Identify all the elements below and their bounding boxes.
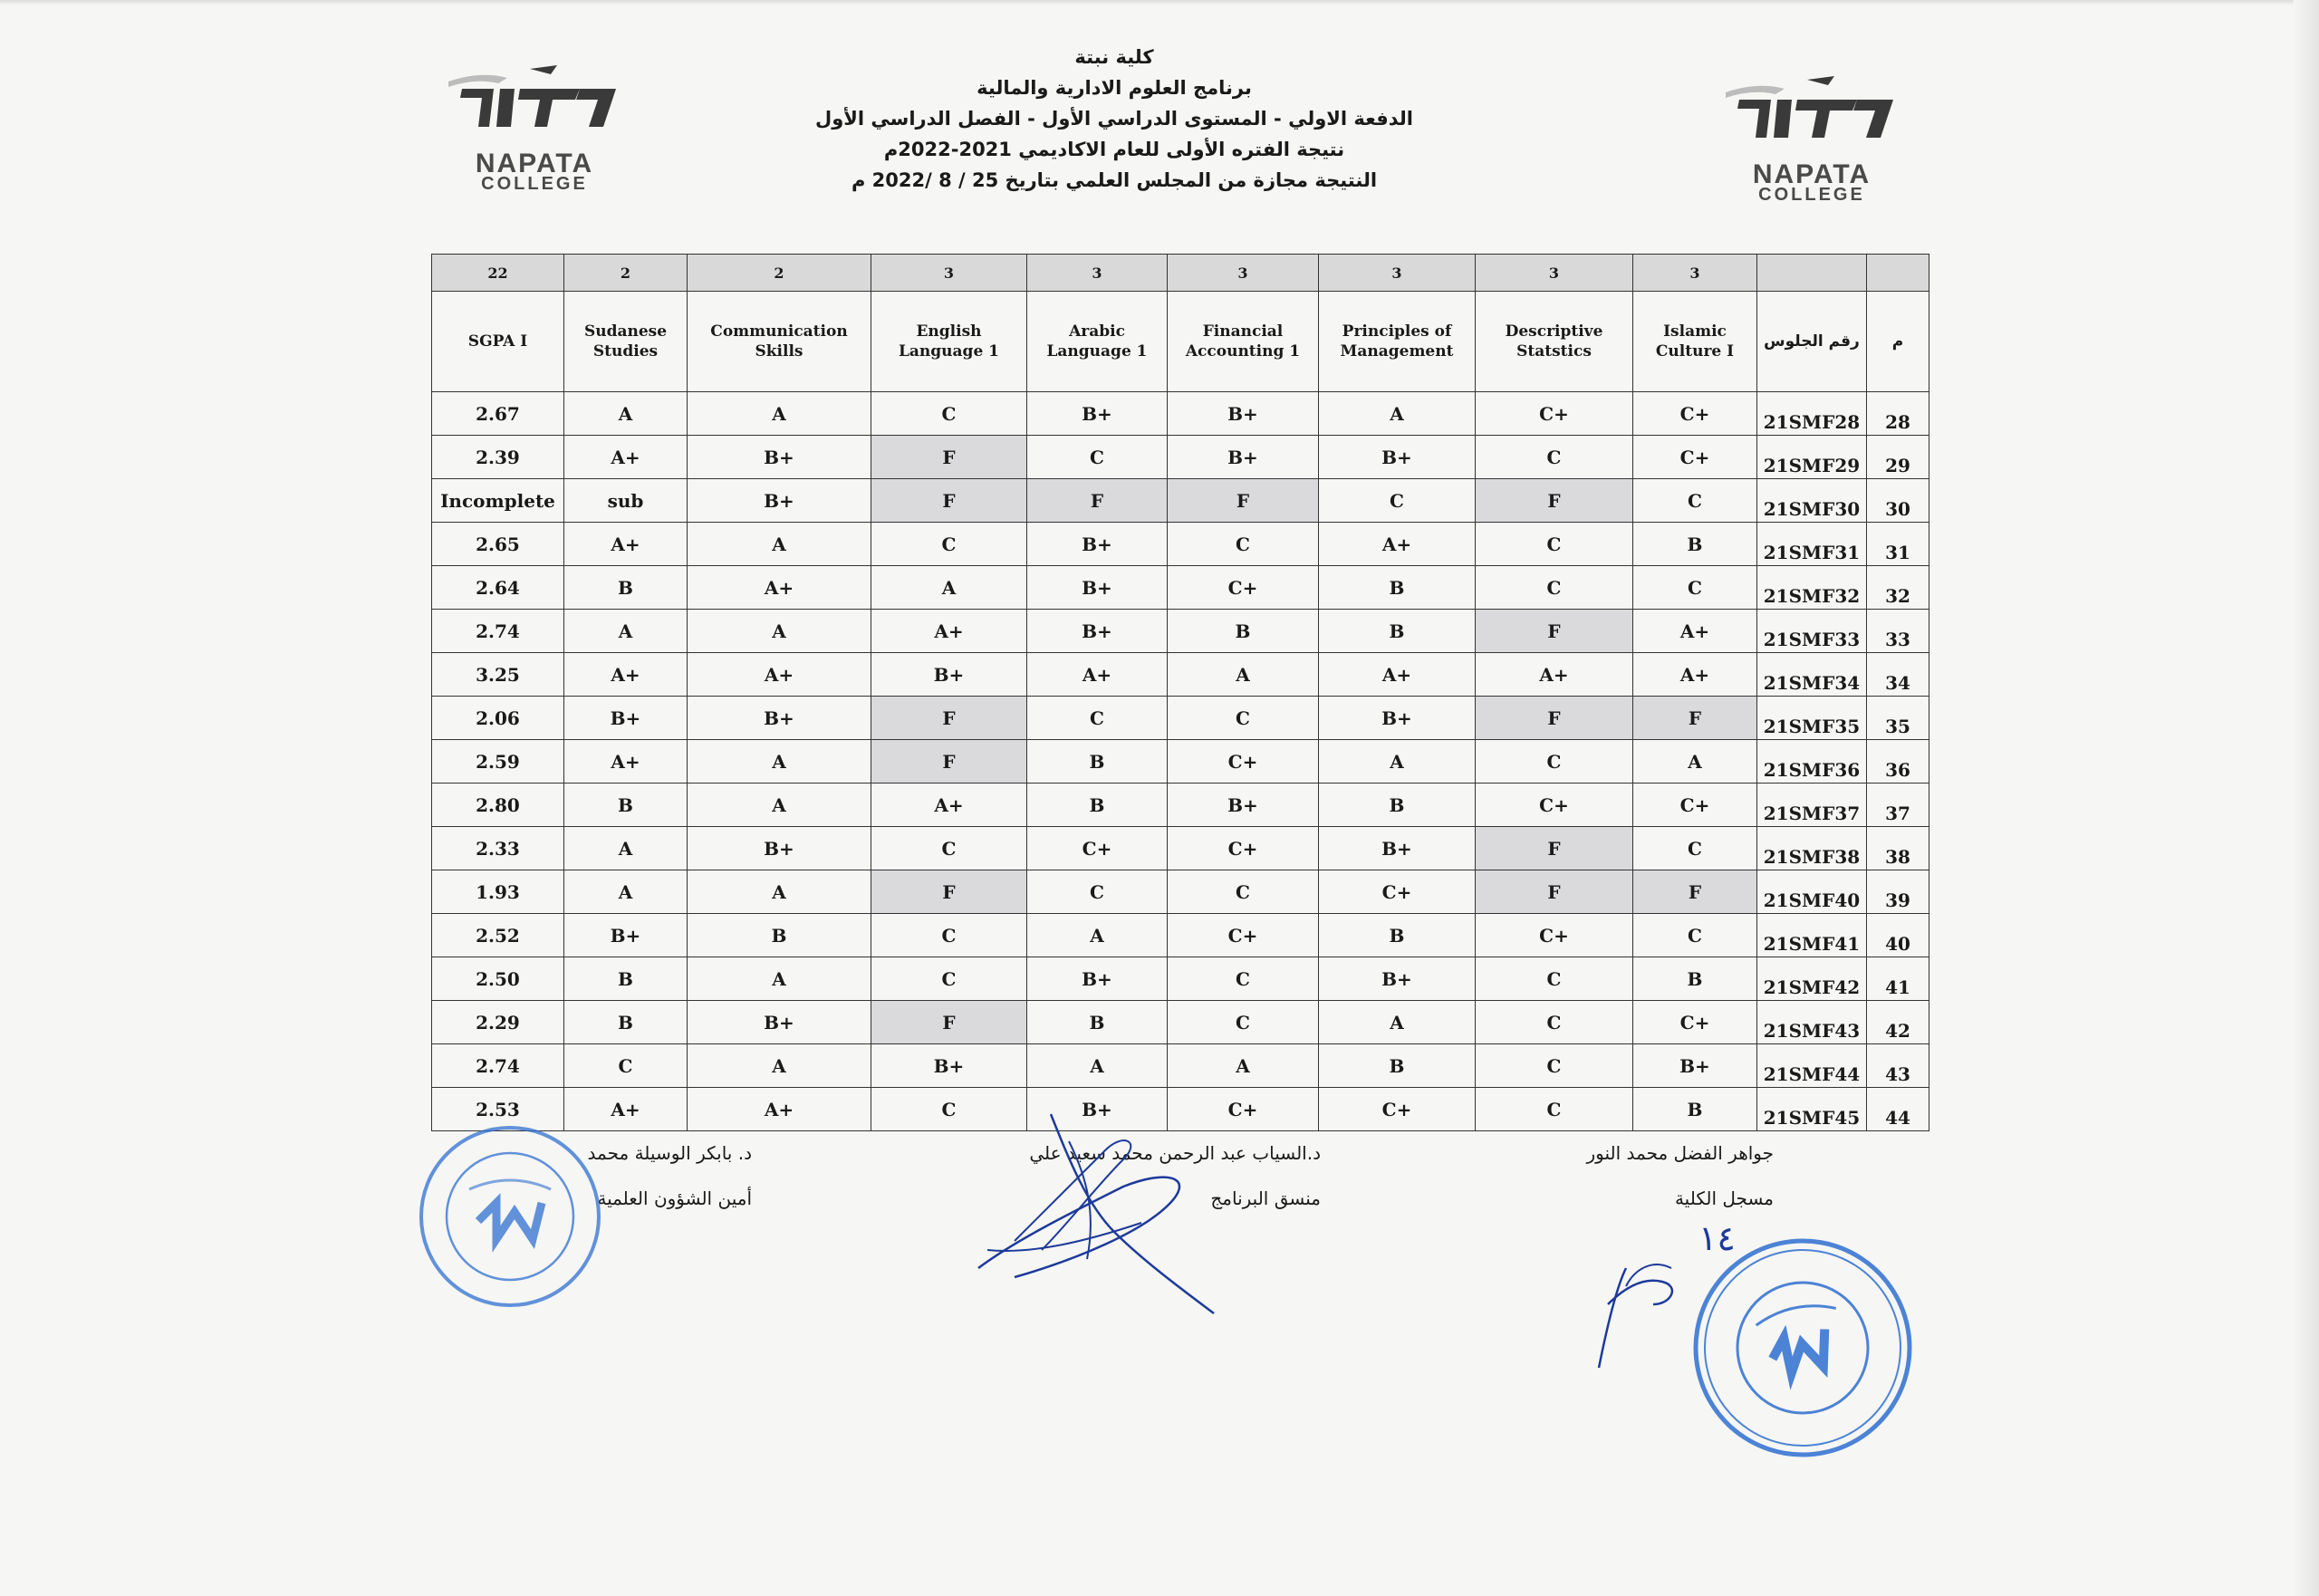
seat-number-cell: 21SMF30 (1757, 479, 1867, 523)
logo-name-line2: COLLEGE (481, 174, 588, 194)
seat-number-cell: 21SMF31 (1757, 523, 1867, 566)
grade-cell: B+ (1319, 697, 1476, 740)
grade-cell: A+ (688, 566, 871, 610)
coordinator-handwritten-signature (960, 1105, 1232, 1322)
grade-cell: C (1168, 1001, 1319, 1044)
grade-cell: A+ (1027, 653, 1168, 697)
column-header: Arabic Language 1 (1027, 292, 1168, 392)
grade-cell: B (1319, 784, 1476, 827)
grade-cell: A (1027, 914, 1168, 957)
grade-cell: A+ (1319, 653, 1476, 697)
grade-cell: B+ (1633, 1044, 1757, 1088)
grade-cell: C (1476, 436, 1633, 479)
column-header: SGPA I (432, 292, 564, 392)
serial-number-cell: 36 (1867, 740, 1929, 784)
table-row (432, 740, 1929, 784)
seat-number-cell: 21SMF41 (1757, 914, 1867, 957)
grade-cell: C (1476, 566, 1633, 610)
column-header: رقم الجلوس (1757, 292, 1867, 392)
grade-cell: A+ (871, 610, 1027, 653)
grade-cell: F (1633, 870, 1757, 914)
serial-number-cell: 28 (1867, 392, 1929, 436)
grade-cell: A (688, 610, 871, 653)
grade-cell: A (1168, 653, 1319, 697)
grade-cell: C (1476, 957, 1633, 1001)
serial-number-cell: 39 (1867, 870, 1929, 914)
serial-number-cell: 44 (1867, 1088, 1929, 1131)
serial-number-cell: 41 (1867, 957, 1929, 1001)
grade-cell: A+ (564, 436, 688, 479)
serial-number-cell: 35 (1867, 697, 1929, 740)
grade-cell: C (871, 392, 1027, 436)
credit-hours-cell: 2 (688, 255, 871, 292)
academic-affairs-title: أمين الشؤون العلمية (597, 1187, 752, 1209)
seat-number-cell: 21SMF44 (1757, 1044, 1867, 1088)
table-row (432, 392, 1929, 436)
serial-number-cell: 34 (1867, 653, 1929, 697)
grade-cell: B+ (688, 436, 871, 479)
grade-cell: C+ (1319, 870, 1476, 914)
grade-cell: B+ (871, 653, 1027, 697)
grade-cell: C+ (1476, 784, 1633, 827)
document-header (743, 42, 1486, 196)
logo-name-line2: COLLEGE (1758, 185, 1865, 205)
grade-cell: C (1319, 479, 1476, 523)
grade-cell: A (871, 566, 1027, 610)
grade-cell: B+ (871, 1044, 1027, 1088)
grade-cell: B (688, 914, 871, 957)
grade-cell: F (1476, 479, 1633, 523)
credit-hours-cell: 3 (1027, 255, 1168, 292)
serial-number-cell: 40 (1867, 914, 1929, 957)
serial-number-cell: 38 (1867, 827, 1929, 870)
credit-hours-cell: 22 (432, 255, 564, 292)
grade-cell: C+ (1168, 1088, 1319, 1131)
grade-cell: A (564, 392, 688, 436)
grade-cell: C (1476, 740, 1633, 784)
napata-logo-mark (1721, 72, 1902, 163)
college-name: كلية نبتة (1074, 46, 1154, 68)
table-row (432, 653, 1929, 697)
table-row (432, 697, 1929, 740)
grade-cell: C (871, 523, 1027, 566)
table-row (432, 957, 1929, 1001)
grade-cell: C (1476, 523, 1633, 566)
sgpa-cell: 1.93 (432, 870, 564, 914)
seat-number-cell: 21SMF28 (1757, 392, 1867, 436)
grade-cell: A (1168, 1044, 1319, 1088)
grade-cell: A (1319, 1001, 1476, 1044)
paper-edge (0, 0, 2319, 5)
grade-cell: C+ (1633, 1001, 1757, 1044)
grade-cell: B (1319, 610, 1476, 653)
sgpa-cell: 2.74 (432, 1044, 564, 1088)
grade-cell: A (688, 740, 871, 784)
column-header: Communication Skills (688, 292, 871, 392)
grade-cell: C (1027, 436, 1168, 479)
grade-cell: B (1168, 610, 1319, 653)
grade-cell: C (1476, 1044, 1633, 1088)
table-row (432, 784, 1929, 827)
coordinator-title: منسق البرنامج (1210, 1187, 1321, 1209)
grade-cell: B+ (688, 827, 871, 870)
grade-cell: C (1633, 479, 1757, 523)
grade-cell: C (871, 957, 1027, 1001)
grade-cell: F (1476, 827, 1633, 870)
grade-cell: A+ (688, 1088, 871, 1131)
sgpa-cell: 2.50 (432, 957, 564, 1001)
sgpa-cell: 2.59 (432, 740, 564, 784)
grades-table (431, 254, 1929, 1131)
grade-cell: C+ (1476, 392, 1633, 436)
grade-cell: A (564, 827, 688, 870)
grade-cell: A+ (1476, 653, 1633, 697)
column-header: Descriptive Statstics (1476, 292, 1633, 392)
grade-cell: C (871, 827, 1027, 870)
grade-cell: A (688, 957, 871, 1001)
grade-cell: A+ (564, 740, 688, 784)
grade-cell: B+ (1319, 827, 1476, 870)
coordinator-name: د.السياب عبد الرحمن محمد سعيد علي (1029, 1142, 1321, 1164)
grade-cell: B+ (564, 914, 688, 957)
sgpa-cell: 2.06 (432, 697, 564, 740)
grade-cell: B (1633, 523, 1757, 566)
table-row (432, 610, 1929, 653)
grade-cell: A+ (1633, 610, 1757, 653)
column-header: Sudanese Studies (564, 292, 688, 392)
serial-number-cell: 33 (1867, 610, 1929, 653)
table-row (432, 1044, 1929, 1088)
grade-cell: C (1633, 566, 1757, 610)
grade-cell: F (871, 1001, 1027, 1044)
grade-cell: F (1476, 610, 1633, 653)
grade-cell: B (1027, 1001, 1168, 1044)
program-name: برنامج العلوم الادارية والمالية (977, 77, 1252, 99)
grade-cell: A (688, 523, 871, 566)
grade-cell: C+ (1319, 1088, 1476, 1131)
sgpa-cell: 3.25 (432, 653, 564, 697)
grade-cell: B (564, 957, 688, 1001)
grade-cell: C+ (1168, 740, 1319, 784)
grade-cell: C (1168, 957, 1319, 1001)
table-row (432, 870, 1929, 914)
grade-cell: A (564, 870, 688, 914)
grade-cell: C (1168, 523, 1319, 566)
column-header: Principles of Management (1319, 292, 1476, 392)
column-header-row (432, 292, 1929, 392)
grade-cell: B+ (1027, 1088, 1168, 1131)
credit-hours-cell: 3 (1476, 255, 1633, 292)
grade-cell: C (871, 1088, 1027, 1131)
grade-cell: B (1027, 740, 1168, 784)
grade-cell: B+ (1319, 436, 1476, 479)
grade-cell: B+ (1319, 957, 1476, 1001)
sgpa-cell: Incomplete (432, 479, 564, 523)
grade-cell: B (1319, 914, 1476, 957)
grade-cell: B (1319, 566, 1476, 610)
credit-hours-cell: 3 (1168, 255, 1319, 292)
grade-cell: F (1476, 697, 1633, 740)
grade-cell: C (1633, 827, 1757, 870)
grade-cell: A (688, 784, 871, 827)
grade-cell: C+ (1168, 827, 1319, 870)
sgpa-cell: 2.53 (432, 1088, 564, 1131)
grade-cell: B (564, 784, 688, 827)
serial-number-cell: 32 (1867, 566, 1929, 610)
serial-number-cell: 43 (1867, 1044, 1929, 1088)
credit-hours-cell: 3 (1319, 255, 1476, 292)
grade-cell: C+ (1476, 914, 1633, 957)
grade-cell: A (1319, 740, 1476, 784)
grade-cell: A (1027, 1044, 1168, 1088)
grades-table-body (432, 255, 1929, 1131)
grade-cell: B+ (1027, 523, 1168, 566)
grade-cell: A (564, 610, 688, 653)
registrar-signature-block (1556, 1130, 1774, 1221)
seat-number-cell: 21SMF32 (1757, 566, 1867, 610)
sgpa-cell: 2.74 (432, 610, 564, 653)
logo-name-line1: NAPATA (475, 149, 594, 178)
grade-cell: C (1476, 1088, 1633, 1131)
sgpa-cell: 2.29 (432, 1001, 564, 1044)
grade-cell: C+ (1633, 436, 1757, 479)
grade-cell: A (1319, 392, 1476, 436)
grade-cell: F (871, 479, 1027, 523)
grade-cell: C (1476, 1001, 1633, 1044)
sgpa-cell: 2.64 (432, 566, 564, 610)
grade-cell: C (564, 1044, 688, 1088)
sgpa-cell: 2.80 (432, 784, 564, 827)
grade-cell: F (871, 870, 1027, 914)
seat-number-cell: 21SMF40 (1757, 870, 1867, 914)
grade-cell: A (688, 870, 871, 914)
logo-name-line1: NAPATA (1752, 159, 1872, 189)
grade-cell: C+ (1027, 827, 1168, 870)
credit-hours-cell: 2 (564, 255, 688, 292)
grade-cell: B+ (1168, 392, 1319, 436)
grade-cell: F (1476, 870, 1633, 914)
credit-hours-cell (1867, 255, 1929, 292)
table-row (432, 1001, 1929, 1044)
academic-affairs-name: د. بابكر الوسيلة محمد (587, 1142, 752, 1164)
napata-logo-mark (444, 62, 625, 152)
grade-cell: F (1168, 479, 1319, 523)
grade-cell: A+ (688, 653, 871, 697)
grade-cell: A+ (871, 784, 1027, 827)
grade-cell: B (1633, 957, 1757, 1001)
grade-cell: C+ (1633, 784, 1757, 827)
serial-number-cell: 42 (1867, 1001, 1929, 1044)
grade-cell: C (871, 914, 1027, 957)
handwritten-note: ١٤ (1698, 1218, 1736, 1258)
credit-hours-cell (1757, 255, 1867, 292)
credit-hours-row (432, 255, 1929, 292)
grade-cell: B (564, 566, 688, 610)
table-row (432, 914, 1929, 957)
grade-cell: B+ (1168, 436, 1319, 479)
grade-cell: B+ (1168, 784, 1319, 827)
table-row (432, 566, 1929, 610)
approval-date-line: النتيجة مجازة من المجلس العلمي بتاريخ 25 / 8 /2022 م (851, 169, 1378, 191)
grade-cell: A+ (564, 523, 688, 566)
grade-cell: F (871, 740, 1027, 784)
seat-number-cell: 21SMF33 (1757, 610, 1867, 653)
sgpa-cell: 2.65 (432, 523, 564, 566)
academic-affairs-stamp (415, 1121, 605, 1312)
grade-cell: B (1633, 1088, 1757, 1131)
grade-cell: A+ (564, 653, 688, 697)
grade-cell: C+ (1168, 566, 1319, 610)
paper-right-edge (2294, 0, 2319, 1596)
serial-number-cell: 30 (1867, 479, 1929, 523)
napata-logo-left (444, 62, 652, 197)
grade-cell: A (688, 1044, 871, 1088)
grade-cell: F (1027, 479, 1168, 523)
seat-number-cell: 21SMF45 (1757, 1088, 1867, 1131)
seat-number-cell: 21SMF38 (1757, 827, 1867, 870)
table-row (432, 479, 1929, 523)
seat-number-cell: 21SMF34 (1757, 653, 1867, 697)
grade-cell: B (1319, 1044, 1476, 1088)
serial-number-cell: 31 (1867, 523, 1929, 566)
napata-logo-right (1721, 72, 1929, 208)
grade-cell: C+ (1633, 392, 1757, 436)
registrar-title: مسجل الكلية (1674, 1187, 1774, 1209)
seat-number-cell: 21SMF35 (1757, 697, 1867, 740)
grade-cell: B+ (1027, 392, 1168, 436)
table-row (432, 436, 1929, 479)
grade-cell: C (1168, 870, 1319, 914)
seat-number-cell: 21SMF43 (1757, 1001, 1867, 1044)
grade-cell: A (688, 392, 871, 436)
grade-cell: B+ (688, 697, 871, 740)
seat-number-cell: 21SMF36 (1757, 740, 1867, 784)
sgpa-cell: 2.33 (432, 827, 564, 870)
column-header: م (1867, 292, 1929, 392)
sgpa-cell: 2.39 (432, 436, 564, 479)
column-header: English Language 1 (871, 292, 1027, 392)
grade-cell: A+ (1633, 653, 1757, 697)
grade-cell: sub (564, 479, 688, 523)
grade-cell: B+ (564, 697, 688, 740)
sgpa-cell: 2.52 (432, 914, 564, 957)
grade-cell: B+ (1027, 566, 1168, 610)
grade-cell: A (1633, 740, 1757, 784)
serial-number-cell: 29 (1867, 436, 1929, 479)
seat-number-cell: 21SMF29 (1757, 436, 1867, 479)
column-header: Financial Accounting 1 (1168, 292, 1319, 392)
credit-hours-cell: 3 (871, 255, 1027, 292)
grade-cell: C+ (1168, 914, 1319, 957)
seat-number-cell: 21SMF37 (1757, 784, 1867, 827)
grade-cell: B (564, 1001, 688, 1044)
grade-cell: B+ (1027, 957, 1168, 1001)
grade-cell: C (1027, 697, 1168, 740)
grade-cell: F (1633, 697, 1757, 740)
grade-cell: B+ (688, 479, 871, 523)
seat-number-cell: 21SMF42 (1757, 957, 1867, 1001)
serial-number-cell: 37 (1867, 784, 1929, 827)
sgpa-cell: 2.67 (432, 392, 564, 436)
grade-cell: A+ (1319, 523, 1476, 566)
grade-cell: B+ (1027, 610, 1168, 653)
registrar-stamp (1685, 1230, 1920, 1466)
table-row (432, 523, 1929, 566)
batch-level-semester: الدفعة الاولي - المستوى الدراسي الأول - الفصل الدراسي الأول (815, 108, 1413, 130)
grade-cell: B+ (688, 1001, 871, 1044)
grade-cell: C (1168, 697, 1319, 740)
grade-cell: A+ (564, 1088, 688, 1131)
grade-cell: F (871, 436, 1027, 479)
table-row (432, 827, 1929, 870)
grade-cell: F (871, 697, 1027, 740)
credit-hours-cell: 3 (1633, 255, 1757, 292)
registrar-name: جواهر الفضل محمد النور (1586, 1142, 1774, 1164)
grade-cell: C (1633, 914, 1757, 957)
column-header: Islamic Culture I (1633, 292, 1757, 392)
grade-cell: C (1027, 870, 1168, 914)
result-period-title: نتيجة الفتره الأولى للعام الاكاديمي 2021-2022م (883, 139, 1345, 160)
grade-cell: B (1027, 784, 1168, 827)
